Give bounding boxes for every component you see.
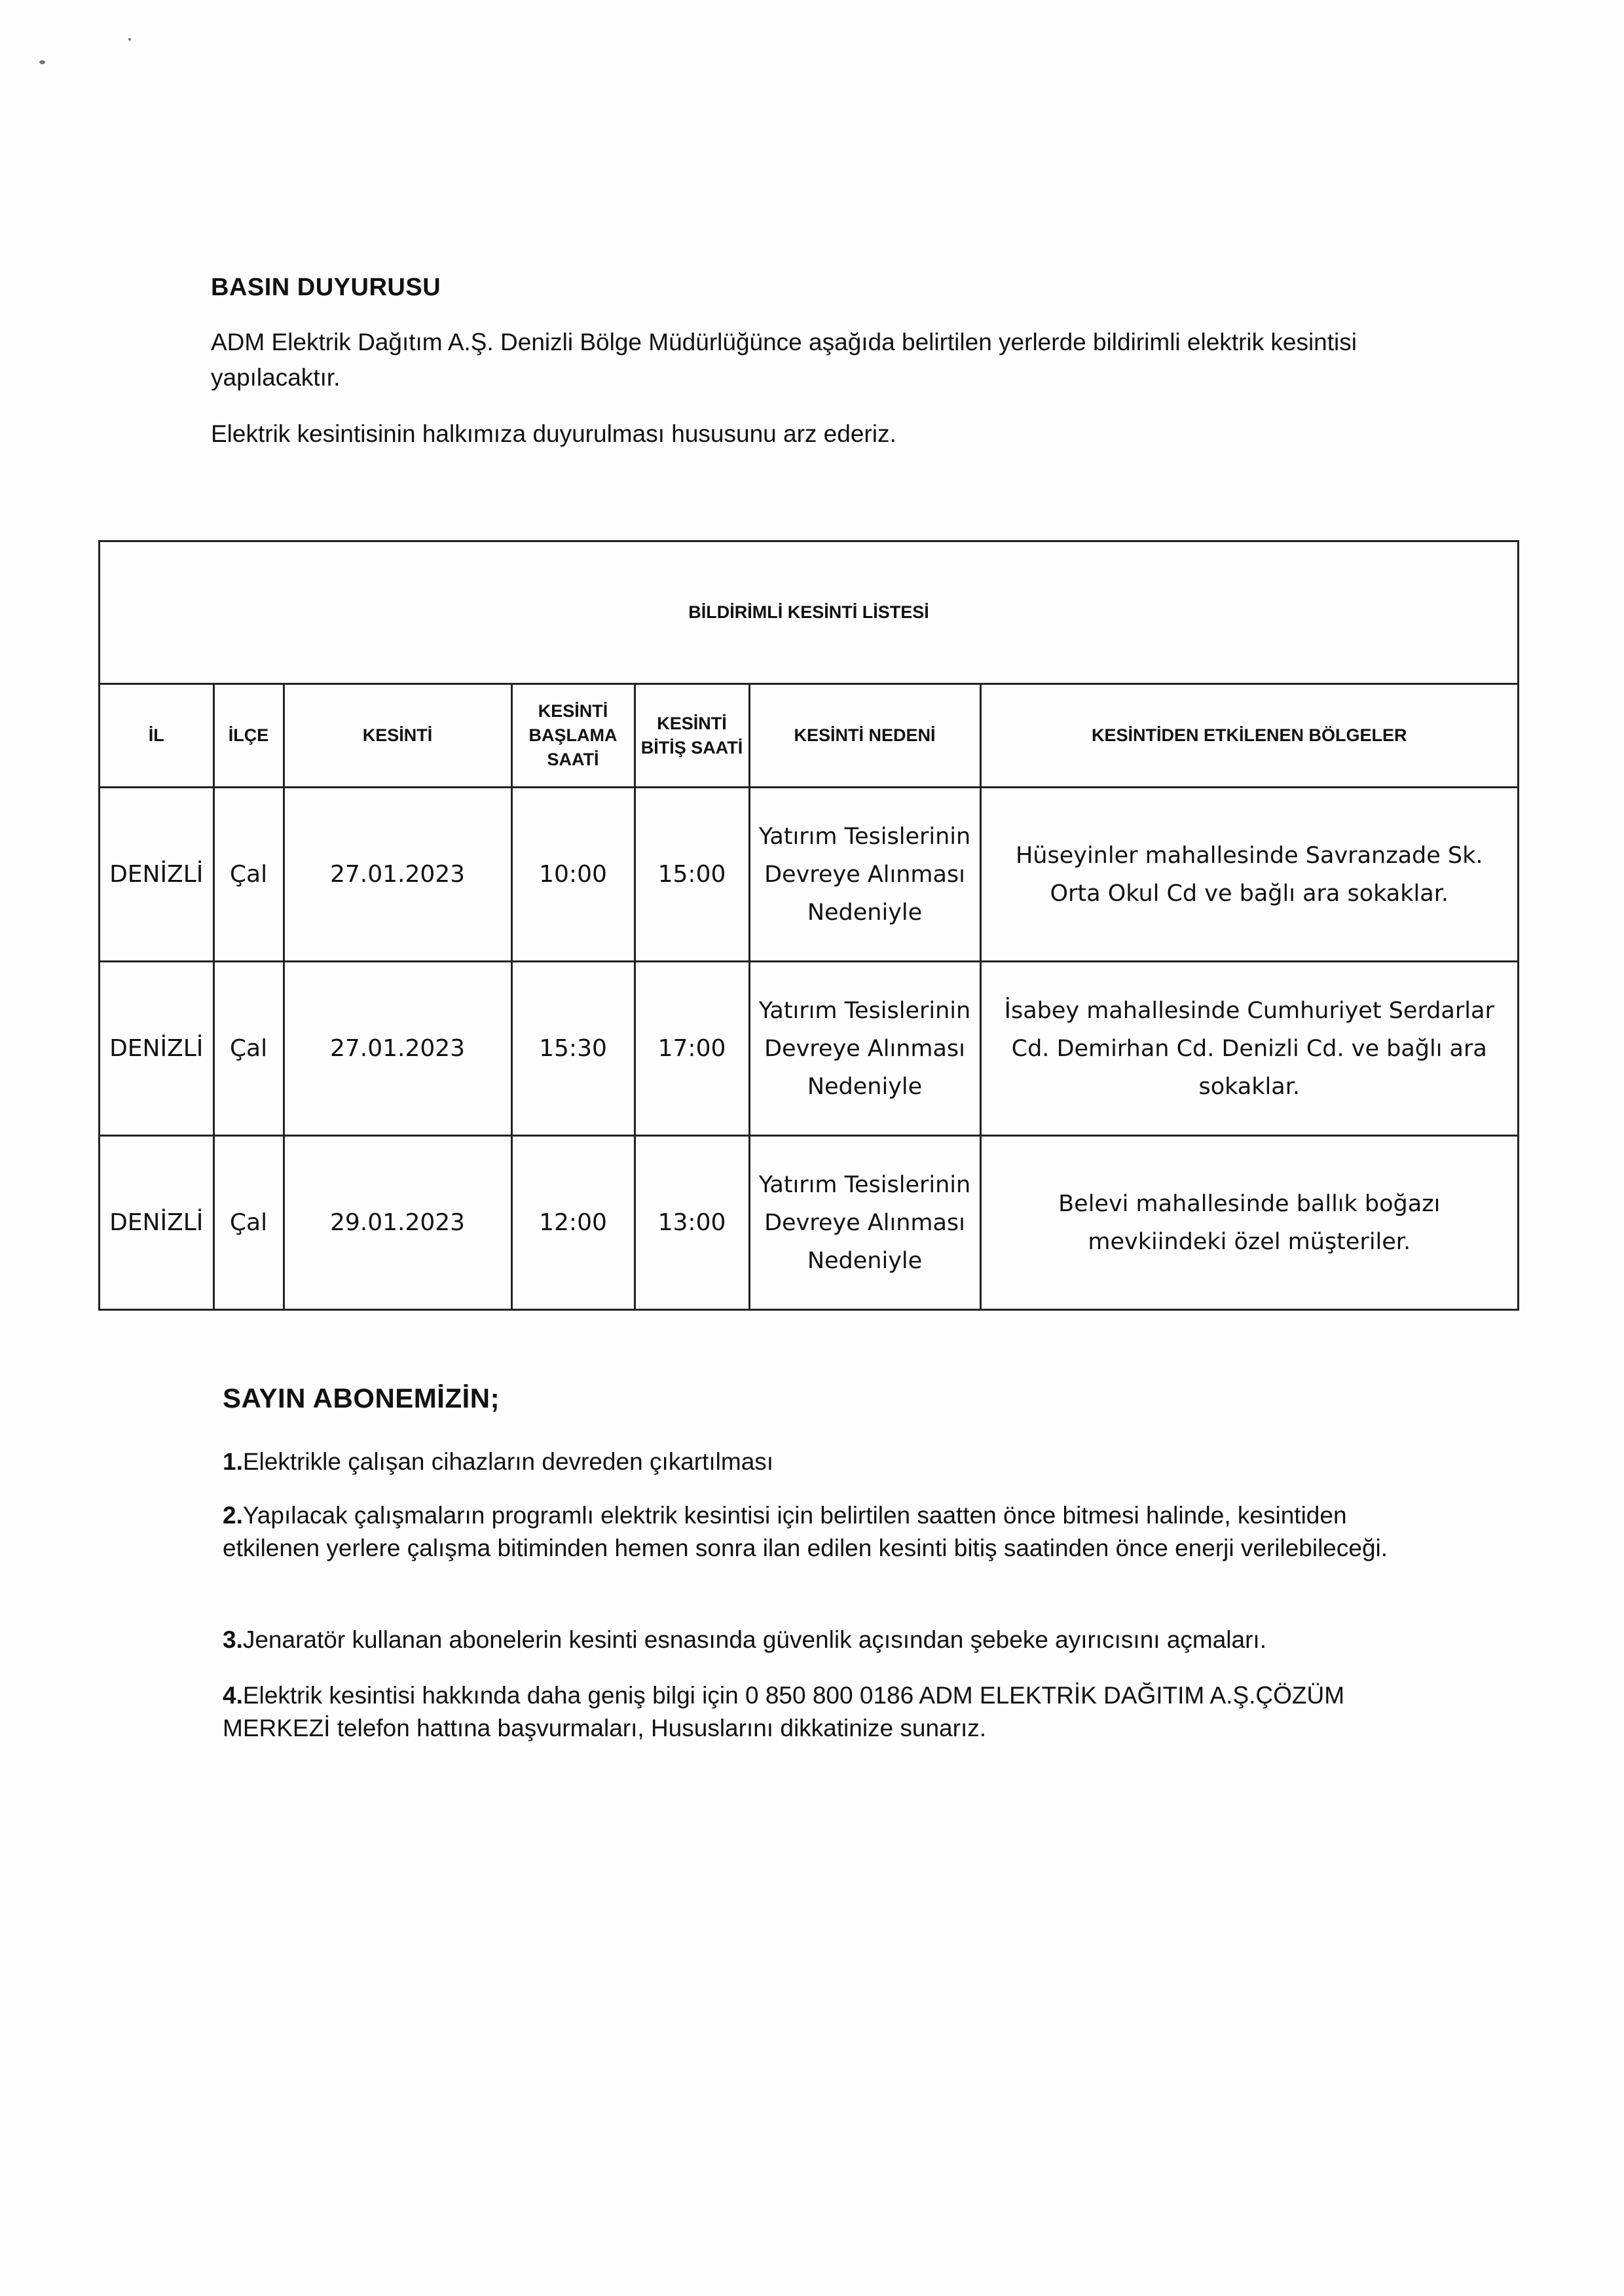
cell-baslama: 15:30	[511, 962, 635, 1136]
notice-text: Yapılacak çalışmaların programlı elektrik kesintisi için belirtilen saatten önce bitmesi halinde, kesintiden etkilenen yerlere çalışma bitiminden hemen sonra ilan edilen kesinti bitiş saatinden önce enerji verilebileceği.	[223, 1502, 1388, 1561]
outage-table	[98, 540, 1519, 1311]
header-bolgeler: KESİNTİDEN ETKİLENEN BÖLGELER	[980, 685, 1517, 788]
cell-bitis: 17:00	[635, 962, 749, 1136]
cell-il: DENİZLİ	[100, 1136, 213, 1309]
cell-il: DENİZLİ	[100, 962, 213, 1136]
notice-number: 4.	[223, 1682, 243, 1709]
header-il: İL	[100, 685, 213, 788]
cell-bitis: 13:00	[635, 1136, 749, 1309]
scan-speck	[39, 60, 45, 64]
header-ilce: İLÇE	[213, 685, 284, 788]
cell-tarih: 29.01.2023	[284, 1136, 511, 1309]
notice-text: Jenaratör kullanan abonelerin kesinti esnasında güvenlik açısından şebeke ayırıcısını açmaları.	[242, 1626, 1266, 1653]
cell-bolgeler: Hüseyinler mahallesinde Savranzade Sk. Orta Okul Cd ve bağlı ara sokaklar.	[980, 788, 1517, 962]
table-header-row	[100, 685, 1517, 788]
cell-tarih: 27.01.2023	[284, 962, 511, 1136]
request-paragraph: Elektrik kesintisinin halkımıza duyurulması hususunu arz ederiz.	[211, 420, 896, 447]
page-title: BASIN DUYURUSU	[211, 274, 441, 301]
header-kesinti: KESİNTİ	[284, 685, 511, 788]
intro-paragraph: ADM Elektrik Dağıtım A.Ş. Denizli Bölge Müdürlüğünce aşağıda belirtilen yerlerde bildirimli elektrik kesintisi yapılacaktır.	[211, 329, 1357, 391]
notice-item-4	[223, 1679, 1388, 1745]
cell-ilce: Çal	[213, 788, 284, 962]
header-bitis: KESİNTİ BİTİŞ SAATİ	[635, 685, 749, 788]
notice-item-1	[223, 1446, 1388, 1478]
notice-text: Elektrikle çalışan cihazların devreden çıkartılması	[242, 1448, 774, 1475]
cell-tarih: 27.01.2023	[284, 788, 511, 962]
table-title: BİLDİRİMLİ KESİNTİ LİSTESİ	[100, 542, 1517, 685]
notice-item-2	[223, 1499, 1388, 1565]
notice-item-3	[223, 1624, 1388, 1656]
cell-ilce: Çal	[213, 1136, 284, 1309]
notice-number: 2.	[223, 1502, 243, 1529]
notice-text: Elektrik kesintisi hakkında daha geniş bilgi için 0 850 800 0186 ADM ELEKTRİK DAĞITIM A.Ş.ÇÖZÜM MERKEZİ telefon hattına başvurmaları, Hususlarını dikkatinize sunarız.	[223, 1682, 1345, 1741]
cell-neden: Yatırım Tesislerinin Devreye Alınması Nedeniyle	[749, 788, 980, 962]
cell-bitis: 15:00	[635, 788, 749, 962]
cell-baslama: 12:00	[511, 1136, 635, 1309]
cell-il: DENİZLİ	[100, 788, 213, 962]
table-row	[100, 788, 1517, 962]
cell-bolgeler: İsabey mahallesinde Cumhuriyet Serdarlar Cd. Demirhan Cd. Denizli Cd. ve bağlı ara sokaklar.	[980, 962, 1517, 1136]
notice-title: SAYIN ABONEMİZİN;	[223, 1383, 500, 1413]
cell-neden: Yatırım Tesislerinin Devreye Alınması Nedeniyle	[749, 1136, 980, 1309]
notice-number: 3.	[223, 1626, 243, 1653]
cell-ilce: Çal	[213, 962, 284, 1136]
scan-speck	[128, 38, 131, 41]
header-baslama: KESİNTİ BAŞLAMA SAATİ	[511, 685, 635, 788]
table-row	[100, 1136, 1517, 1309]
cell-baslama: 10:00	[511, 788, 635, 962]
table-row	[100, 962, 1517, 1136]
cell-neden: Yatırım Tesislerinin Devreye Alınması Nedeniyle	[749, 962, 980, 1136]
notice-number: 1.	[223, 1448, 243, 1475]
outage-grid	[100, 685, 1517, 1309]
header-neden: KESİNTİ NEDENİ	[749, 685, 980, 788]
cell-bolgeler: Belevi mahallesinde ballık boğazı mevkiindeki özel müşteriler.	[980, 1136, 1517, 1309]
